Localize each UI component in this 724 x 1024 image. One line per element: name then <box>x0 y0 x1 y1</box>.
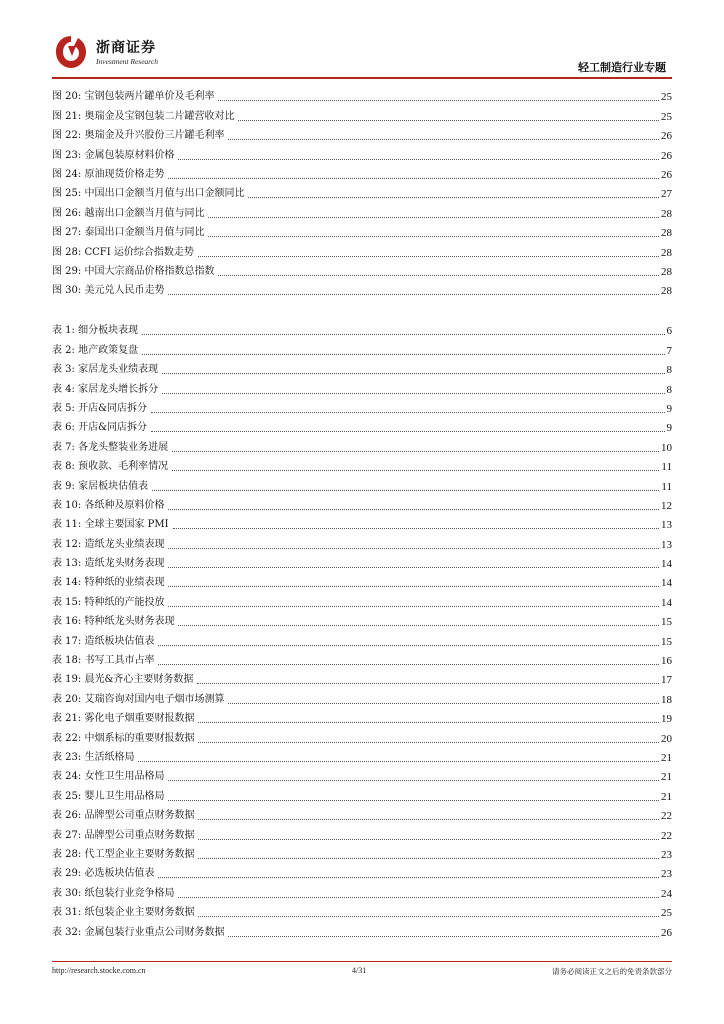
company-logo <box>52 34 162 74</box>
toc-entry-page: 17 <box>661 674 672 687</box>
toc-leader-dots <box>168 567 659 568</box>
toc-leader-dots <box>172 451 659 452</box>
toc-entry-page: 9 <box>666 422 672 435</box>
toc-entry-page: 28 <box>661 227 672 240</box>
toc-entry-page: 26 <box>661 130 672 143</box>
toc-entry-page: 24 <box>661 887 672 900</box>
toc-leader-dots <box>238 120 659 121</box>
toc-entry-label: 表 12: 造纸龙头业绩表现 <box>52 538 165 550</box>
toc-entry-label: 表 2: 地产政策复盘 <box>52 344 139 356</box>
toc-leader-dots <box>168 548 659 549</box>
toc-entry-label: 表 14: 特种纸的业绩表现 <box>52 577 165 589</box>
toc-entry-label: 表 5: 开店&同店拆分 <box>52 402 147 414</box>
toc-leader-dots <box>168 800 659 801</box>
toc-leader-dots <box>142 354 664 355</box>
toc-leader-dots <box>198 742 659 743</box>
page-header <box>52 30 672 76</box>
toc-entry-label: 表 29: 必选板块估值表 <box>52 868 155 880</box>
toc-entry-label: 表 23: 生活纸格局 <box>52 751 135 763</box>
toc-leader-dots <box>198 916 659 917</box>
page-footer <box>52 966 672 980</box>
toc-leader-dots <box>178 159 659 160</box>
toc-entry[interactable] <box>52 745 672 764</box>
toc-entry[interactable] <box>52 278 672 297</box>
toc-entry[interactable] <box>52 706 672 725</box>
toc-entry-label: 表 11: 全球主要国家 PMI <box>52 519 169 531</box>
toc-entry-label: 表 6: 开店&同店拆分 <box>52 422 147 434</box>
toc-entry-label: 图 21: 奥瑞金及宝钢包装二片罐营收对比 <box>52 110 235 122</box>
toc-entry[interactable] <box>52 512 672 531</box>
toc-entry-label: 表 4: 家居龙头增长拆分 <box>52 383 159 395</box>
toc-entry-page: 15 <box>661 616 672 629</box>
footer-page-number: 4/31 <box>352 966 367 975</box>
toc-entry-page: 7 <box>666 344 672 357</box>
toc-entry-label: 表 20: 艾瑞咨询对国内电子烟市场测算 <box>52 693 225 705</box>
toc-leader-dots <box>248 197 659 198</box>
toc-entry-label: 表 7: 各龙头整装业务进展 <box>52 441 169 453</box>
toc-entry-page: 28 <box>661 246 672 259</box>
toc-leader-dots <box>138 761 659 762</box>
toc-entry[interactable] <box>52 667 672 686</box>
logo-chinese-name: 浙商证券 <box>96 40 156 56</box>
toc-leader-dots <box>151 431 665 432</box>
toc-entry-page: 23 <box>661 868 672 881</box>
toc-entry-page: 9 <box>666 402 672 415</box>
toc-entry-label: 表 28: 代工型企业主要财务数据 <box>52 848 195 860</box>
toc-entry[interactable] <box>52 570 672 589</box>
toc-entry-page: 22 <box>661 829 672 842</box>
toc-entry-page: 8 <box>666 364 672 377</box>
toc-entry-page: 26 <box>661 926 672 939</box>
toc-entry-page: 26 <box>661 149 672 162</box>
toc-entry-page: 18 <box>661 693 672 706</box>
toc-entry-page: 13 <box>661 519 672 532</box>
toc-entry[interactable] <box>52 142 672 161</box>
toc-leader-dots <box>198 839 659 840</box>
toc-entry-page: 21 <box>661 790 672 803</box>
toc-leader-dots <box>168 780 659 781</box>
toc-leader-dots <box>168 294 659 295</box>
toc-entry[interactable] <box>52 589 672 608</box>
header-divider <box>52 77 672 79</box>
toc-leader-dots <box>172 470 659 471</box>
toc-entry[interactable] <box>52 84 672 103</box>
toc-entry-page: 16 <box>661 655 672 668</box>
toc-entry-label: 表 1: 细分板块表现 <box>52 325 139 337</box>
footer-url-link[interactable]: http://research.stocke.com.cn <box>52 966 146 975</box>
footer-disclaimer: 请务必阅读正文之后的免责条款部分 <box>552 967 672 976</box>
toc-leader-dots <box>158 664 659 665</box>
toc-entry-page: 6 <box>666 325 672 338</box>
toc-entry-label: 图 24: 原油现货价格走势 <box>52 168 165 180</box>
toc-leader-dots <box>218 100 659 101</box>
toc-entry-label: 表 13: 造纸龙头财务表现 <box>52 558 165 570</box>
toc-entry[interactable] <box>52 454 672 473</box>
toc-entry-page: 14 <box>661 558 672 571</box>
toc-entry[interactable] <box>52 919 672 938</box>
toc-leader-dots <box>178 625 659 626</box>
toc-leader-dots <box>168 509 659 510</box>
toc-entry[interactable] <box>52 357 672 376</box>
table-index-list <box>52 318 672 939</box>
toc-entry[interactable] <box>52 220 672 239</box>
toc-entry-page: 21 <box>661 771 672 784</box>
toc-entry[interactable] <box>52 900 672 919</box>
toc-entry-page: 14 <box>661 577 672 590</box>
toc-entry-label: 图 28: CCFI 运价综合指数走势 <box>52 246 194 258</box>
toc-entry-label: 图 27: 泰国出口金额当月值与同比 <box>52 227 205 239</box>
toc-entry-label: 表 30: 纸包装行业竞争格局 <box>52 887 175 899</box>
toc-entry[interactable] <box>52 803 672 822</box>
toc-entry-label: 表 26: 品牌型公司重点财务数据 <box>52 810 195 822</box>
toc-leader-dots <box>228 139 659 140</box>
toc-entry[interactable] <box>52 764 672 783</box>
toc-entry-page: 23 <box>661 848 672 861</box>
toc-entry-label: 表 9: 家居板块估值表 <box>52 480 149 492</box>
toc-entry[interactable] <box>52 259 672 278</box>
toc-entry[interactable] <box>52 551 672 570</box>
toc-entry-page: 11 <box>661 480 672 493</box>
toc-entry-label: 表 27: 品牌型公司重点财务数据 <box>52 829 195 841</box>
toc-leader-dots <box>218 275 659 276</box>
toc-leader-dots <box>158 645 659 646</box>
toc-leader-dots <box>162 373 664 374</box>
toc-entry-page: 13 <box>661 538 672 551</box>
toc-entry-page: 25 <box>661 91 672 104</box>
footer-divider <box>52 961 672 962</box>
toc-leader-dots <box>151 412 665 413</box>
toc-entry[interactable] <box>52 531 672 550</box>
toc-entry[interactable] <box>52 376 672 395</box>
toc-leader-dots <box>198 256 659 257</box>
toc-entry[interactable] <box>52 415 672 434</box>
toc-entry[interactable] <box>52 396 672 415</box>
toc-entry-label: 表 22: 中烟系标的重要财报数据 <box>52 732 195 744</box>
toc-entry-label: 图 29: 中国大宗商品价格指数总指数 <box>52 265 215 277</box>
logo-english-name: Investment Research <box>96 57 158 66</box>
logo-mark-icon <box>54 34 88 70</box>
toc-leader-dots <box>173 528 659 529</box>
toc-entry-label: 表 8: 预收款、毛利率情况 <box>52 461 169 473</box>
toc-entry-page: 19 <box>661 713 672 726</box>
toc-entry-label: 表 10: 各纸种及原料价格 <box>52 499 165 511</box>
toc-entry[interactable] <box>52 493 672 512</box>
toc-leader-dots <box>198 858 659 859</box>
toc-leader-dots <box>168 586 659 587</box>
toc-leader-dots <box>208 217 659 218</box>
toc-entry[interactable] <box>52 318 672 337</box>
toc-entry-page: 15 <box>661 635 672 648</box>
toc-entry-page: 27 <box>661 188 672 201</box>
toc-entry-label: 表 25: 婴儿卫生用品格局 <box>52 790 165 802</box>
toc-entry-page: 25 <box>661 907 672 920</box>
toc-leader-dots <box>142 334 664 335</box>
toc-entry-label: 表 32: 金属包装行业重点公司财务数据 <box>52 926 225 938</box>
toc-leader-dots <box>228 936 659 937</box>
toc-entry[interactable] <box>52 648 672 667</box>
toc-leader-dots <box>208 236 659 237</box>
toc-entry[interactable] <box>52 842 672 861</box>
toc-leader-dots <box>178 897 659 898</box>
toc-entry[interactable] <box>52 783 672 802</box>
toc-entry-page: 11 <box>661 461 672 474</box>
toc-entry[interactable] <box>52 181 672 200</box>
toc-leader-dots <box>158 877 659 878</box>
toc-entry-label: 图 26: 越南出口金额当月值与同比 <box>52 207 205 219</box>
toc-entry-page: 14 <box>661 596 672 609</box>
toc-entry-page: 28 <box>661 265 672 278</box>
toc-entry-page: 10 <box>661 441 672 454</box>
toc-entry[interactable] <box>52 628 672 647</box>
toc-entry[interactable] <box>52 200 672 219</box>
toc-entry[interactable] <box>52 861 672 880</box>
toc-leader-dots <box>152 490 659 491</box>
toc-leader-dots <box>162 393 664 394</box>
toc-entry-label: 表 24: 女性卫生用品格局 <box>52 771 165 783</box>
toc-entry[interactable] <box>52 434 672 453</box>
toc-entry-page: 20 <box>661 732 672 745</box>
toc-entry-label: 图 25: 中国出口金额当月值与出口金额同比 <box>52 188 245 200</box>
toc-leader-dots <box>198 722 659 723</box>
toc-entry-page: 22 <box>661 810 672 823</box>
toc-entry[interactable] <box>52 337 672 356</box>
figure-index-list <box>52 84 672 297</box>
toc-entry-label: 表 16: 特种纸龙头财务表现 <box>52 616 175 628</box>
toc-entry[interactable] <box>52 686 672 705</box>
toc-leader-dots <box>228 703 659 704</box>
toc-entry[interactable] <box>52 725 672 744</box>
toc-entry-page: 12 <box>661 499 672 512</box>
toc-leader-dots <box>197 683 659 684</box>
toc-leader-dots <box>168 178 659 179</box>
toc-entry-label: 图 22: 奥瑞金及升兴股份三片罐毛利率 <box>52 130 225 142</box>
toc-entry-label: 表 15: 特种纸的产能投放 <box>52 596 165 608</box>
report-section-title: 轻工制造行业专题 <box>578 61 666 74</box>
toc-entry-label: 表 18: 书写工具市占率 <box>52 655 155 667</box>
toc-entry-page: 28 <box>661 285 672 298</box>
toc-entry-label: 表 31: 纸包装企业主要财务数据 <box>52 907 195 919</box>
toc-entry-label: 表 3: 家居龙头业绩表现 <box>52 364 159 376</box>
toc-entry-label: 图 30: 美元兑人民币走势 <box>52 285 165 297</box>
toc-leader-dots <box>168 606 659 607</box>
toc-entry-label: 表 21: 雾化电子烟重要财报数据 <box>52 713 195 725</box>
toc-entry-page: 26 <box>661 168 672 181</box>
toc-entry[interactable] <box>52 103 672 122</box>
toc-entry[interactable] <box>52 822 672 841</box>
toc-entry-page: 28 <box>661 207 672 220</box>
toc-entry-label: 图 20: 宝钢包装两片罐单价及毛利率 <box>52 91 215 103</box>
toc-entry[interactable] <box>52 473 672 492</box>
toc-entry-label: 表 17: 造纸板块估值表 <box>52 635 155 647</box>
toc-entry[interactable] <box>52 162 672 181</box>
toc-entry-page: 21 <box>661 751 672 764</box>
toc-entry[interactable] <box>52 880 672 899</box>
toc-entry-label: 图 23: 金属包装原材料价格 <box>52 149 175 161</box>
toc-entry[interactable] <box>52 239 672 258</box>
toc-leader-dots <box>198 819 659 820</box>
toc-entry[interactable] <box>52 609 672 628</box>
toc-entry[interactable] <box>52 123 672 142</box>
toc-entry-label: 表 19: 晨光&齐心主要财务数据 <box>52 674 194 686</box>
toc-entry-page: 8 <box>666 383 672 396</box>
toc-entry-page: 25 <box>661 110 672 123</box>
